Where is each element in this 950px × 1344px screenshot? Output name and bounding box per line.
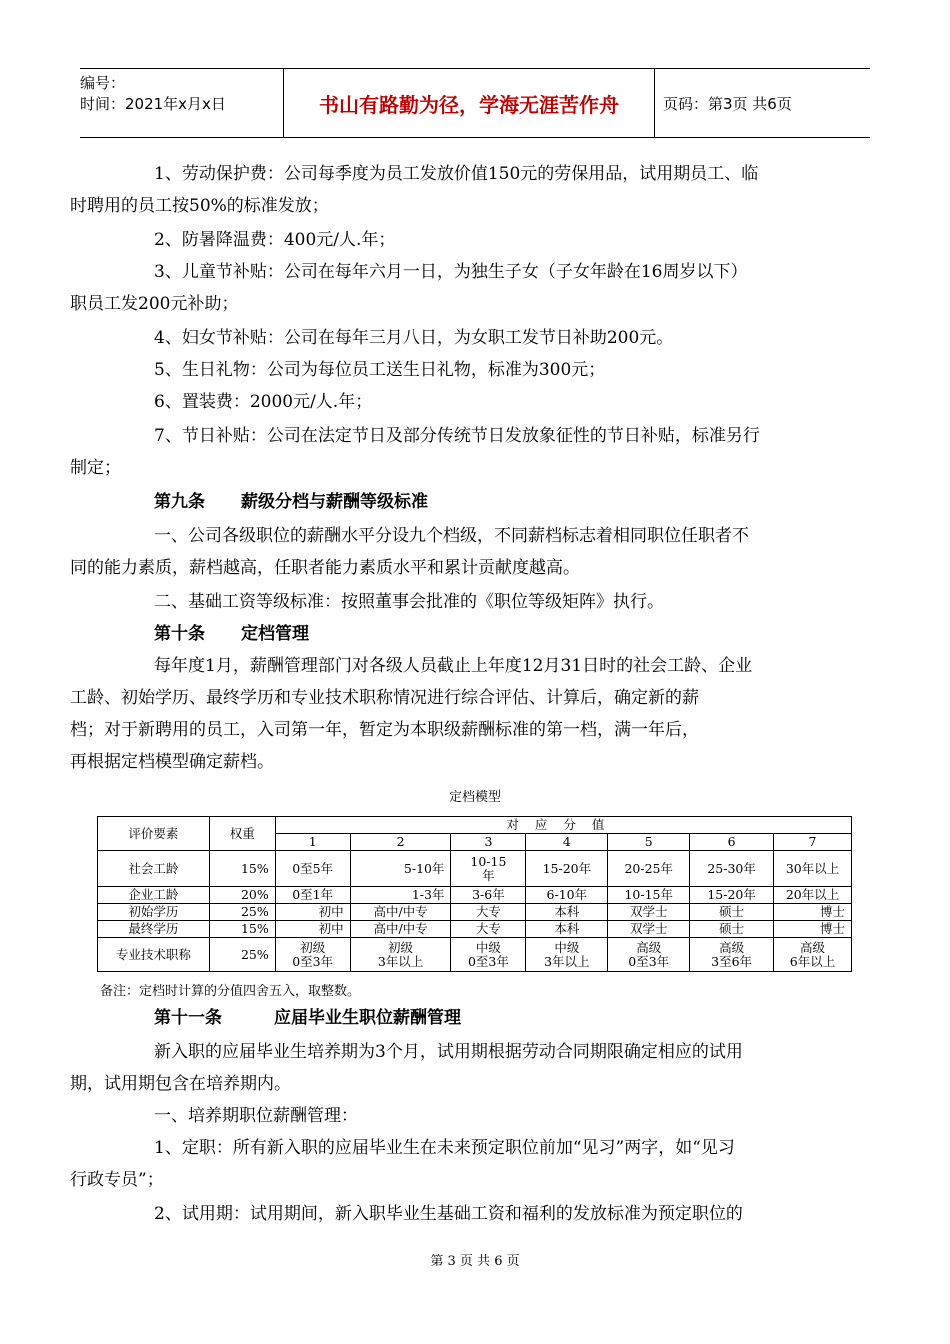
row-cell: 硕士 bbox=[690, 904, 774, 921]
header-score: 对应分值 bbox=[275, 817, 851, 834]
row-weight: 15% bbox=[209, 851, 275, 887]
row-cell: 0至5年 bbox=[275, 851, 350, 887]
row-cell: 博士 bbox=[774, 904, 852, 921]
table-note: 备注：定档时计算的分值四舍五入，取整数。 bbox=[100, 984, 361, 999]
row-factor: 初始学历 bbox=[98, 904, 210, 921]
article11-p3-line2: 行政专员”； bbox=[70, 1170, 164, 1190]
row-factor: 专业技术职称 bbox=[98, 938, 210, 972]
date-line: 时间：2021年x月x日 bbox=[80, 95, 226, 113]
row-cell: 大专 bbox=[451, 921, 526, 938]
article10-line2: 工龄、初始学历、最终学历和专业技术职称情况进行综合评估、计算后，确定新的薪 bbox=[70, 688, 699, 708]
article10-line1: 每年度1月，薪酬管理部门对各级人员截止上年度12月31日时的社会工龄、企业 bbox=[154, 656, 753, 676]
article10-number: 第十条 bbox=[154, 624, 205, 644]
row-cell: 初级 0至3年 bbox=[275, 938, 350, 972]
score-col: 1 bbox=[275, 834, 350, 851]
article11-p1-line1: 新入职的应届毕业生培养期为3个月，试用期根据劳动合同期限确定相应的试用 bbox=[154, 1042, 743, 1062]
row-cell: 初级 3年以上 bbox=[350, 938, 451, 972]
table-row bbox=[98, 938, 852, 972]
row-cell: 15-20年 bbox=[690, 887, 774, 904]
welfare-item-6: 6、置装费：2000元/人.年； bbox=[154, 392, 373, 412]
article10-heading bbox=[112, 618, 842, 650]
row-cell: 20年以上 bbox=[774, 887, 852, 904]
welfare-item-1-line1: 1、劳动保护费：公司每季度为员工发放价值150元的劳保用品，试用期员工、临 bbox=[154, 164, 759, 184]
row-cell: 6-10年 bbox=[526, 887, 608, 904]
page-footer: 第 3 页 共 6 页 bbox=[430, 1254, 520, 1269]
row-cell: 双学士 bbox=[608, 904, 690, 921]
article9-paragraph2: 二、基础工资等级标准：按照董事会批准的《职位等级矩阵》执行。 bbox=[154, 592, 664, 612]
table-caption: 定档模型 bbox=[448, 790, 501, 805]
row-cell: 0至1年 bbox=[275, 887, 350, 904]
row-weight: 20% bbox=[209, 887, 275, 904]
score-col: 5 bbox=[608, 834, 690, 851]
welfare-item-3-line2: 职员工发200元补助； bbox=[70, 294, 239, 314]
article11-p3-line1: 1、定职：所有新入职的应届毕业生在未来预定职位前加“见习”两字，如“见习 bbox=[154, 1138, 735, 1158]
code-label: 编号： bbox=[80, 74, 126, 92]
score-col: 4 bbox=[526, 834, 608, 851]
row-cell: 双学士 bbox=[608, 921, 690, 938]
row-cell: 高中/中专 bbox=[350, 921, 451, 938]
article11-number: 第十一条 bbox=[154, 1008, 222, 1028]
table-row bbox=[98, 851, 852, 887]
article11-heading bbox=[112, 1002, 842, 1034]
welfare-item-4: 4、妇女节补贴：公司在每年三月八日，为女职工发节日补助200元。 bbox=[154, 328, 674, 348]
row-cell: 20-25年 bbox=[608, 851, 690, 887]
welfare-item-7 bbox=[70, 420, 842, 484]
row-cell: 大专 bbox=[451, 904, 526, 921]
row-cell: 本科 bbox=[526, 921, 608, 938]
row-factor: 社会工龄 bbox=[98, 851, 210, 887]
welfare-item-7-line1: 7、节日补贴：公司在法定节日及部分传统节日发放象征性的节日补贴，标准另行 bbox=[154, 426, 760, 446]
welfare-item-5: 5、生日礼物：公司为每位员工送生日礼物，标准为300元； bbox=[154, 360, 606, 380]
row-cell: 3-6年 bbox=[451, 887, 526, 904]
article11-title: 应届毕业生职位薪酬管理 bbox=[274, 1008, 461, 1028]
article9-title: 薪级分档与薪酬等级标准 bbox=[241, 492, 428, 512]
row-cell: 中级 3年以上 bbox=[526, 938, 608, 972]
row-cell: 10-15年 bbox=[608, 887, 690, 904]
score-col: 3 bbox=[451, 834, 526, 851]
article9-p1-line2: 同的能力素质，薪档越高，任职者能力素质水平和累计贡献度越高。 bbox=[70, 558, 580, 578]
welfare-item-3-line1: 3、儿童节补贴：公司在每年六月一日，为独生子女（子女年龄在16周岁以下） bbox=[154, 262, 748, 282]
article10-line3: 档；对于新聘用的员工，入司第一年，暂定为本职级薪酬标准的第一档，满一年后， bbox=[70, 720, 699, 740]
header-page-label: 页码：第3页 共6页 bbox=[663, 94, 792, 113]
article11-paragraph4: 2、试用期：试用期间，新入职毕业生基础工资和福利的发放标准为预定职位的 bbox=[154, 1204, 743, 1224]
row-cell: 初中 bbox=[275, 921, 350, 938]
article9-paragraph1 bbox=[70, 520, 842, 584]
row-cell: 初中 bbox=[275, 904, 350, 921]
score-col: 7 bbox=[774, 834, 852, 851]
article11-p1-line2: 期，试用期包含在培养期内。 bbox=[70, 1074, 291, 1094]
row-cell: 30年以上 bbox=[774, 851, 852, 887]
score-col: 6 bbox=[690, 834, 774, 851]
row-cell: 25-30年 bbox=[690, 851, 774, 887]
row-weight: 25% bbox=[209, 938, 275, 972]
welfare-item-1 bbox=[70, 158, 842, 222]
row-cell: 硕士 bbox=[690, 921, 774, 938]
header-meta bbox=[80, 69, 283, 137]
row-factor: 最终学历 bbox=[98, 921, 210, 938]
welfare-item-3 bbox=[70, 256, 842, 320]
row-weight: 15% bbox=[209, 921, 275, 938]
welfare-item-2: 2、防暑降温费：400元/人.年； bbox=[154, 230, 396, 250]
row-cell: 5-10年 bbox=[350, 851, 451, 887]
article10-line4: 再根据定档模型确定薪档。 bbox=[70, 752, 274, 772]
row-cell: 15-20年 bbox=[526, 851, 608, 887]
header-factor: 评价要素 bbox=[98, 817, 210, 851]
score-col: 2 bbox=[350, 834, 451, 851]
row-cell: 中级 0至3年 bbox=[451, 938, 526, 972]
table-row bbox=[98, 887, 852, 904]
article11-paragraph3 bbox=[70, 1132, 842, 1196]
article11-paragraph1 bbox=[70, 1036, 842, 1100]
row-cell: 高中/中专 bbox=[350, 904, 451, 921]
row-factor: 企业工龄 bbox=[98, 887, 210, 904]
row-cell: 高级 3至6年 bbox=[690, 938, 774, 972]
article10-paragraph bbox=[70, 650, 842, 778]
article11-paragraph2: 一、培养期职位薪酬管理： bbox=[154, 1106, 358, 1126]
row-cell: 本科 bbox=[526, 904, 608, 921]
row-cell: 高级 6年以上 bbox=[774, 938, 852, 972]
welfare-item-1-line2: 时聘用的员工按50%的标准发放； bbox=[70, 196, 329, 216]
header-motto: 书山有路勤为径，学海无涯苦作舟 bbox=[283, 69, 655, 137]
article9-number: 第九条 bbox=[154, 492, 205, 512]
grading-model-table bbox=[97, 816, 852, 972]
table-row bbox=[98, 921, 852, 938]
article10-title: 定档管理 bbox=[241, 624, 309, 644]
page-header bbox=[80, 68, 870, 138]
row-weight: 25% bbox=[209, 904, 275, 921]
article9-heading bbox=[112, 486, 842, 518]
row-cell: 10-15 年 bbox=[451, 851, 526, 887]
article9-p1-line1: 一、公司各级职位的薪酬水平分设九个档级，不同薪档标志着相同职位任职者不 bbox=[154, 526, 749, 546]
row-cell: 1-3年 bbox=[350, 887, 451, 904]
welfare-item-7-line2: 制定； bbox=[70, 458, 121, 478]
table-row bbox=[98, 904, 852, 921]
row-cell: 高级 0至3年 bbox=[608, 938, 690, 972]
header-weight: 权重 bbox=[209, 817, 275, 851]
row-cell: 博士 bbox=[774, 921, 852, 938]
